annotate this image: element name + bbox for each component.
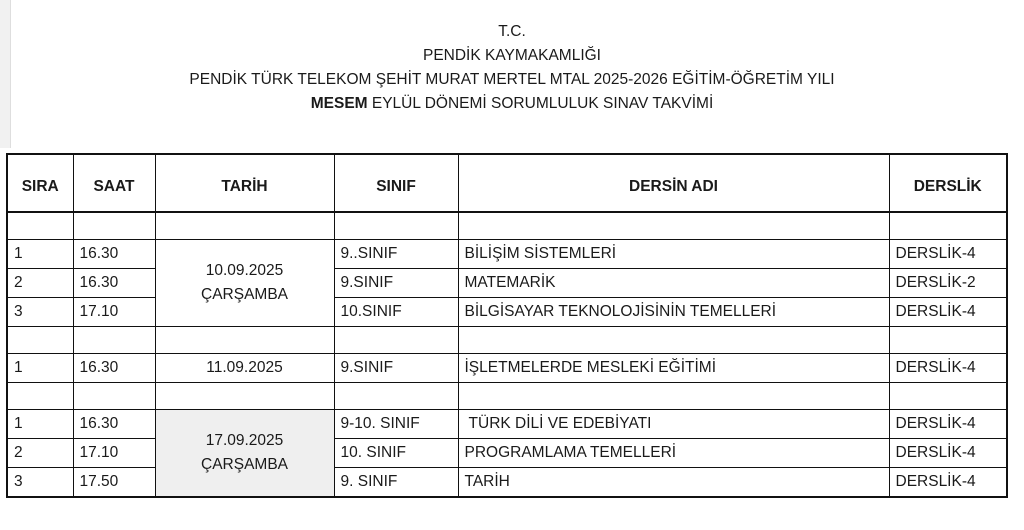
header-title-rest: EYLÜL DÖNEMİ SORUMLULUK SINAV TAKVİMİ bbox=[367, 95, 714, 112]
cell-sinif: 10.SINIF bbox=[334, 298, 458, 327]
header-title-bold: MESEM bbox=[310, 95, 368, 112]
cell-derslik: DERSLİK-4 bbox=[889, 468, 1007, 498]
document-header bbox=[0, 20, 1024, 116]
spacer-row bbox=[7, 327, 1007, 354]
cell-ders: PROGRAMLAMA TEMELLERİ bbox=[458, 439, 889, 468]
header-line-tc: T.C. bbox=[498, 23, 526, 40]
col-header-derslik: DERSLİK bbox=[889, 154, 1007, 212]
cell-sira: 1 bbox=[7, 354, 73, 383]
col-header-saat: SAAT bbox=[73, 154, 155, 212]
day-value: ÇARŞAMBA bbox=[201, 286, 288, 303]
header-line-title bbox=[0, 92, 1024, 116]
cell-ders: BİLGİSAYAR TEKNOLOJİSİNİN TEMELLERİ bbox=[458, 298, 889, 327]
cell-sinif: 9-10. SINIF bbox=[334, 410, 458, 439]
col-header-ders: DERSİN ADI bbox=[458, 154, 889, 212]
cell-ders: TARİH bbox=[458, 468, 889, 498]
col-header-sinif: SINIF bbox=[334, 154, 458, 212]
cell-sira: 2 bbox=[7, 269, 73, 298]
cell-saat: 17.10 bbox=[73, 439, 155, 468]
date-value: 17.09.2025 bbox=[205, 432, 284, 449]
cell-derslik: DERSLİK-4 bbox=[889, 240, 1007, 269]
cell-sinif: 9. SINIF bbox=[334, 468, 458, 498]
cell-sinif: 10. SINIF bbox=[334, 439, 458, 468]
col-header-tarih: TARİH bbox=[155, 154, 334, 212]
exam-schedule-table bbox=[6, 153, 1008, 498]
cell-ders: TÜRK DİLİ VE EDEBİYATI bbox=[458, 410, 889, 439]
cell-ders: BİLİŞİM SİSTEMLERİ bbox=[458, 240, 889, 269]
table-header-row bbox=[7, 154, 1007, 212]
cell-sinif: 9..SINIF bbox=[334, 240, 458, 269]
cell-sira: 2 bbox=[7, 439, 73, 468]
cell-derslik: DERSLİK-2 bbox=[889, 269, 1007, 298]
header-line-school: PENDİK TÜRK TELEKOM ŞEHİT MURAT MERTEL MTAL 2025-2026 EĞİTİM-ÖĞRETİM YILI bbox=[189, 71, 835, 88]
day-value: ÇARŞAMBA bbox=[201, 456, 288, 473]
cell-derslik: DERSLİK-4 bbox=[889, 298, 1007, 327]
cell-saat: 16.30 bbox=[73, 240, 155, 269]
cell-derslik: DERSLİK-4 bbox=[889, 354, 1007, 383]
cell-derslik: DERSLİK-4 bbox=[889, 439, 1007, 468]
cell-sira: 3 bbox=[7, 468, 73, 498]
cell-sinif: 9.SINIF bbox=[334, 269, 458, 298]
cell-saat: 17.50 bbox=[73, 468, 155, 498]
header-line-kaymakamlik: PENDİK KAYMAKAMLIĞI bbox=[422, 47, 601, 64]
cell-saat: 16.30 bbox=[73, 269, 155, 298]
cell-saat: 16.30 bbox=[73, 410, 155, 439]
table-row bbox=[7, 410, 1007, 439]
table-row bbox=[7, 354, 1007, 383]
cell-tarih: 11.09.2025 bbox=[155, 354, 334, 383]
table-row bbox=[7, 240, 1007, 269]
cell-sira: 1 bbox=[7, 410, 73, 439]
date-value: 10.09.2025 bbox=[205, 262, 284, 279]
cell-sira: 3 bbox=[7, 298, 73, 327]
cell-tarih bbox=[155, 410, 334, 498]
spacer-row bbox=[7, 212, 1007, 240]
cell-saat: 16.30 bbox=[73, 354, 155, 383]
cell-ders: MATEMARİK bbox=[458, 269, 889, 298]
col-header-sira: SIRA bbox=[7, 154, 73, 212]
cell-sira: 1 bbox=[7, 240, 73, 269]
cell-ders: İŞLETMELERDE MESLEKİ EĞİTİMİ bbox=[458, 354, 889, 383]
cell-sinif: 9.SINIF bbox=[334, 354, 458, 383]
cell-derslik: DERSLİK-4 bbox=[889, 410, 1007, 439]
spacer-row bbox=[7, 383, 1007, 410]
cell-tarih bbox=[155, 240, 334, 327]
cell-saat: 17.10 bbox=[73, 298, 155, 327]
